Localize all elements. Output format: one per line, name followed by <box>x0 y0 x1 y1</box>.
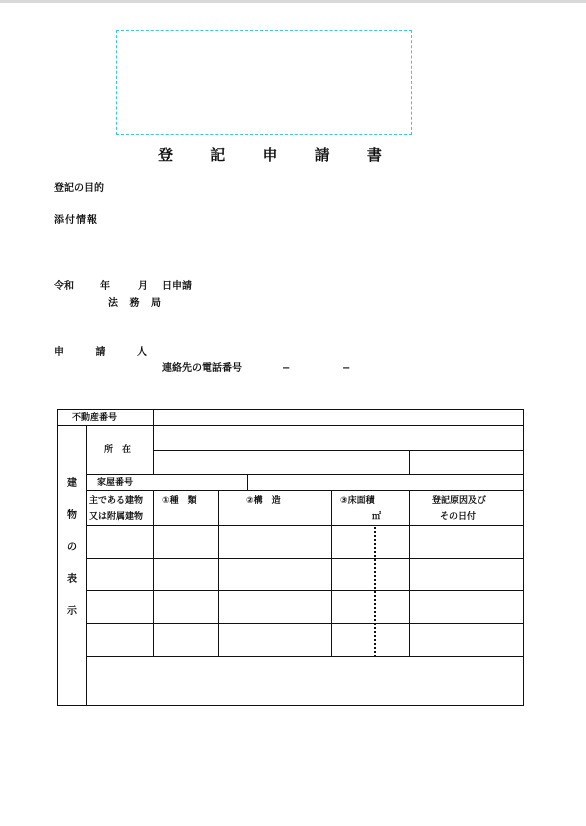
application-date <box>54 281 192 293</box>
purpose-label: 登記の目的 <box>54 183 104 194</box>
legal-affairs-bureau-label: 法 務 局 <box>108 298 165 309</box>
table-rule <box>86 474 524 475</box>
stamp-area <box>116 30 412 135</box>
applicant-label: 申 請 人 <box>54 347 161 358</box>
side-char: 物 <box>67 510 77 521</box>
decimal-divider <box>374 527 376 657</box>
table-rule <box>86 425 87 706</box>
annex-building-label: 又は附属建物 <box>89 512 144 522</box>
date-day-apply: 日申請 <box>162 281 192 292</box>
side-char: の <box>67 542 77 553</box>
table-rule <box>331 490 332 656</box>
main-building-label: 主である建物 <box>89 496 144 506</box>
date-year: 年 <box>100 281 110 292</box>
location-label: 所 在 <box>104 445 132 455</box>
side-char: 表 <box>67 574 77 585</box>
table-rule <box>86 525 524 526</box>
table-rule <box>218 490 219 656</box>
table-rule <box>86 558 524 559</box>
side-char: 建 <box>67 478 77 489</box>
table-rule <box>86 656 524 657</box>
table-rule <box>86 623 524 624</box>
date-month: 月 <box>138 281 148 292</box>
table-rule <box>247 474 248 490</box>
contact-phone <box>162 363 350 375</box>
registration-cause-label: 登記原因及び <box>432 496 487 506</box>
property-number-label: 不動産番号 <box>72 413 118 423</box>
attachment-label: 添付情報 <box>54 215 98 226</box>
page-title: 登 記 申 請 書 <box>158 146 398 164</box>
structure-label: ②構 造 <box>246 496 281 506</box>
floor-area-unit: ㎡ <box>372 512 382 522</box>
phone-label: 連絡先の電話番号 <box>162 363 242 374</box>
table-rule <box>57 425 524 426</box>
phone-dash-1: − <box>282 363 291 374</box>
table-rule <box>409 490 410 656</box>
registration-date-label: その日付 <box>440 512 477 522</box>
table-rule <box>86 490 524 491</box>
table-rule <box>86 590 524 591</box>
building-description-side-label <box>66 478 78 638</box>
table-rule <box>409 450 410 474</box>
table-rule <box>153 450 524 451</box>
type-label: ①種 類 <box>162 496 197 506</box>
phone-dash-2: − <box>342 363 351 374</box>
table-rule <box>153 490 154 656</box>
table-rule <box>153 409 154 474</box>
viewer-top-edge <box>0 0 586 3</box>
house-number-label: 家屋番号 <box>97 478 134 488</box>
floor-area-label: ③床面積 <box>340 496 375 506</box>
side-char: 示 <box>67 606 77 617</box>
date-era: 令和 <box>54 281 74 292</box>
